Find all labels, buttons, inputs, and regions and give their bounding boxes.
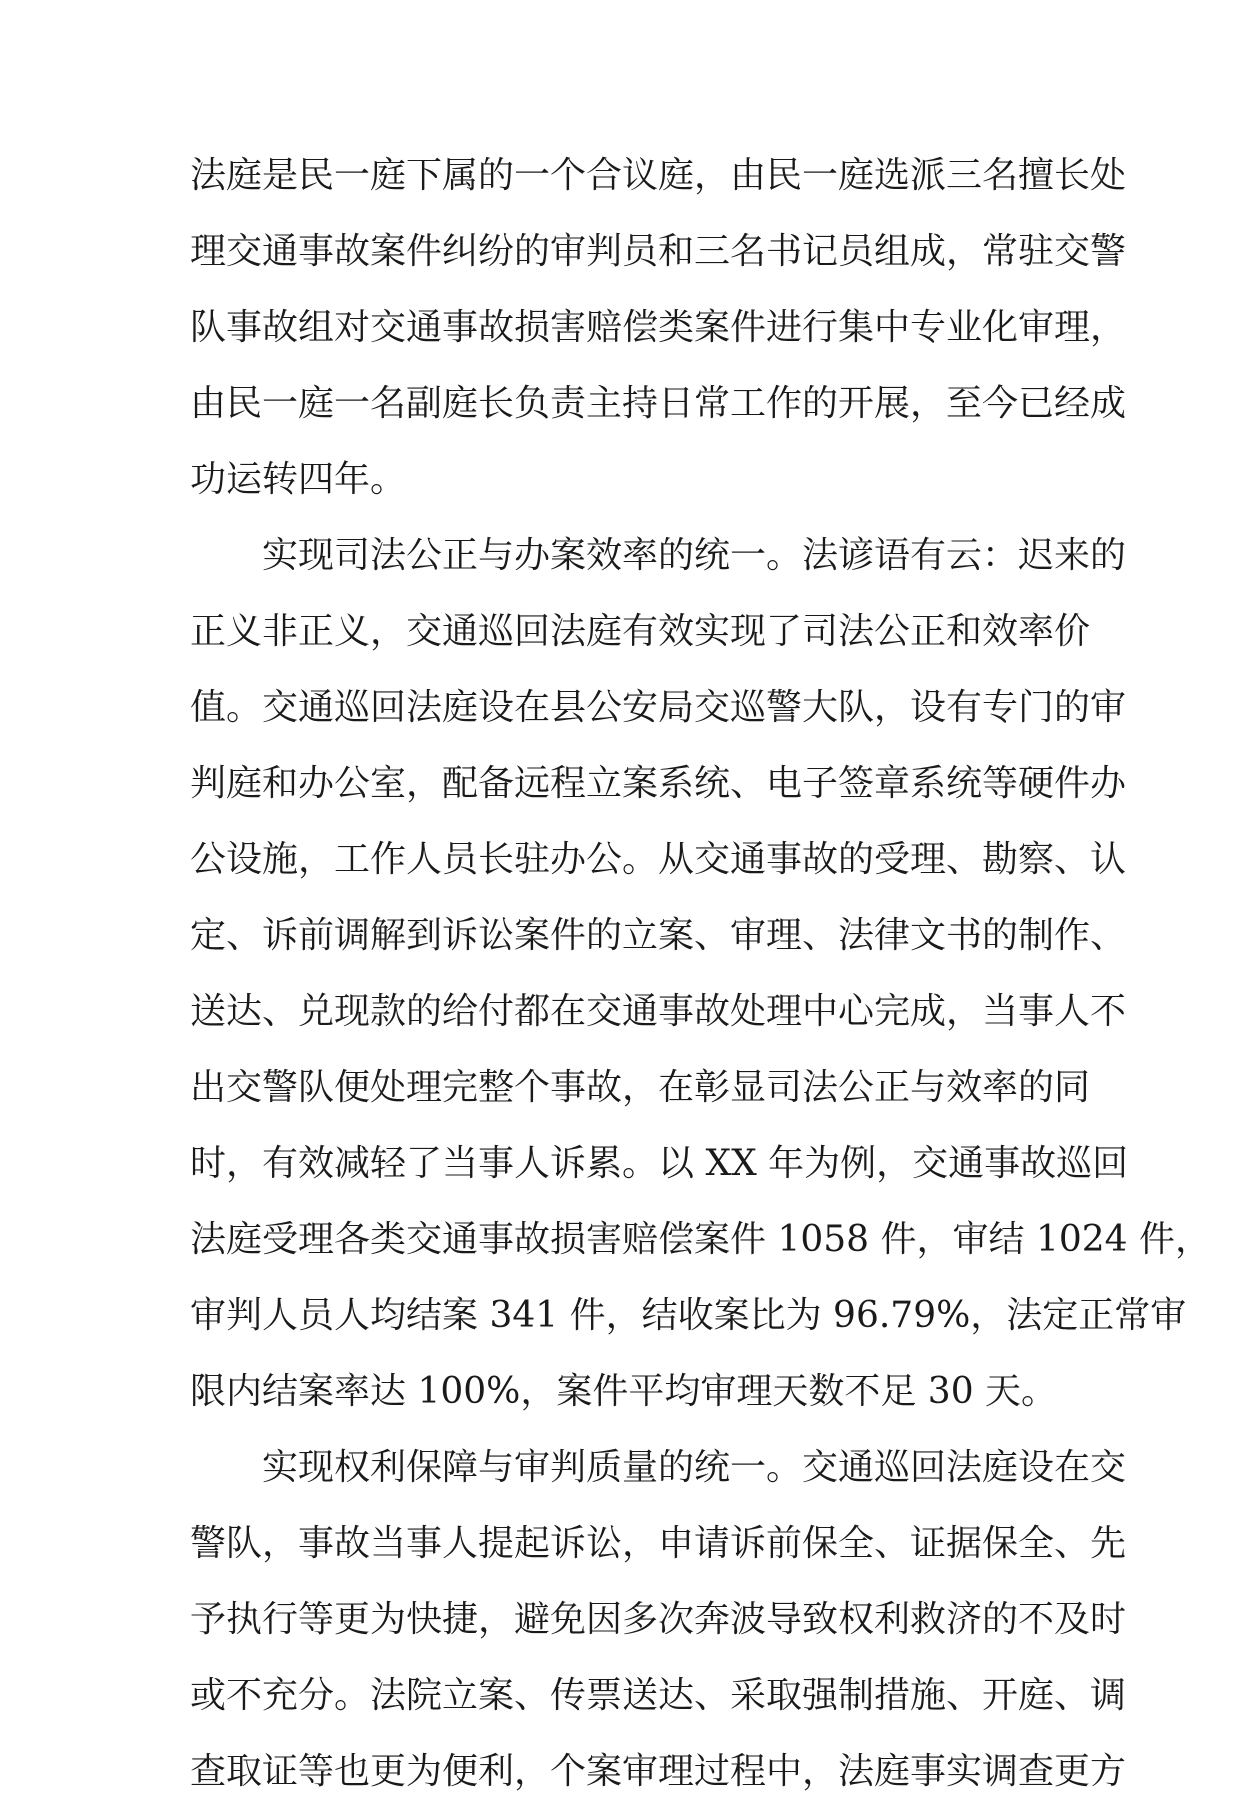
text-line: 时，有效减轻了当事人诉累。以 XX 年为例，交通事故巡回 — [190, 1143, 1129, 1184]
text-line: 或不充分。法院立案、传票送达、采取强制措施、开庭、调 — [190, 1675, 1127, 1716]
text-line: 法庭受理各类交通事故损害赔偿案件 1058 件，审结 1024 件， — [190, 1219, 1212, 1260]
text-line: 功运转四年。 — [190, 459, 407, 500]
text-line: 查取证等也更为便利，个案审理过程中，法庭事实调查更方 — [190, 1751, 1127, 1792]
text-line: 公设施，工作人员长驻办公。从交通事故的受理、勘察、认 — [190, 839, 1127, 880]
paragraph-start-line: 实现司法公正与办案效率的统一。法谚语有云：迟来的 — [262, 535, 1127, 576]
paragraph-start-line: 实现权利保障与审判质量的统一。交通巡回法庭设在交 — [262, 1447, 1127, 1488]
text-line: 理交通事故案件纠纷的审判员和三名书记员组成，常驻交警 — [190, 231, 1127, 272]
text-line: 警队，事故当事人提起诉讼，申请诉前保全、证据保全、先 — [190, 1523, 1127, 1564]
text-line: 审判人员人均结案 341 件，结收案比为 96.79%，法定正常审 — [190, 1295, 1187, 1336]
text-line: 出交警队便处理完整个事故，在彰显司法公正与效率的同 — [190, 1067, 1091, 1108]
text-line: 判庭和办公室，配备远程立案系统、电子签章系统等硬件办 — [190, 763, 1127, 804]
text-line: 由民一庭一名副庭长负责主持日常工作的开展，至今已经成 — [190, 383, 1127, 424]
text-line: 法庭是民一庭下属的一个合议庭，由民一庭选派三名擅长处 — [190, 155, 1127, 196]
text-line: 值。交通巡回法庭设在县公安局交巡警大队，设有专门的审 — [190, 687, 1127, 728]
text-line: 正义非正义，交通巡回法庭有效实现了司法公正和效率价 — [190, 611, 1091, 652]
text-line: 送达、兑现款的给付都在交通事故处理中心完成，当事人不 — [190, 991, 1127, 1032]
text-line: 定、诉前调解到诉讼案件的立案、审理、法律文书的制作、 — [190, 915, 1127, 956]
text-line: 限内结案率达 100%，案件平均审理天数不足 30 天。 — [190, 1371, 1058, 1412]
text-line: 予执行等更为快捷，避免因多次奔波导致权利救济的不及时 — [190, 1599, 1127, 1640]
text-line: 队事故组对交通事故损害赔偿类案件进行集中专业化审理， — [190, 307, 1127, 348]
